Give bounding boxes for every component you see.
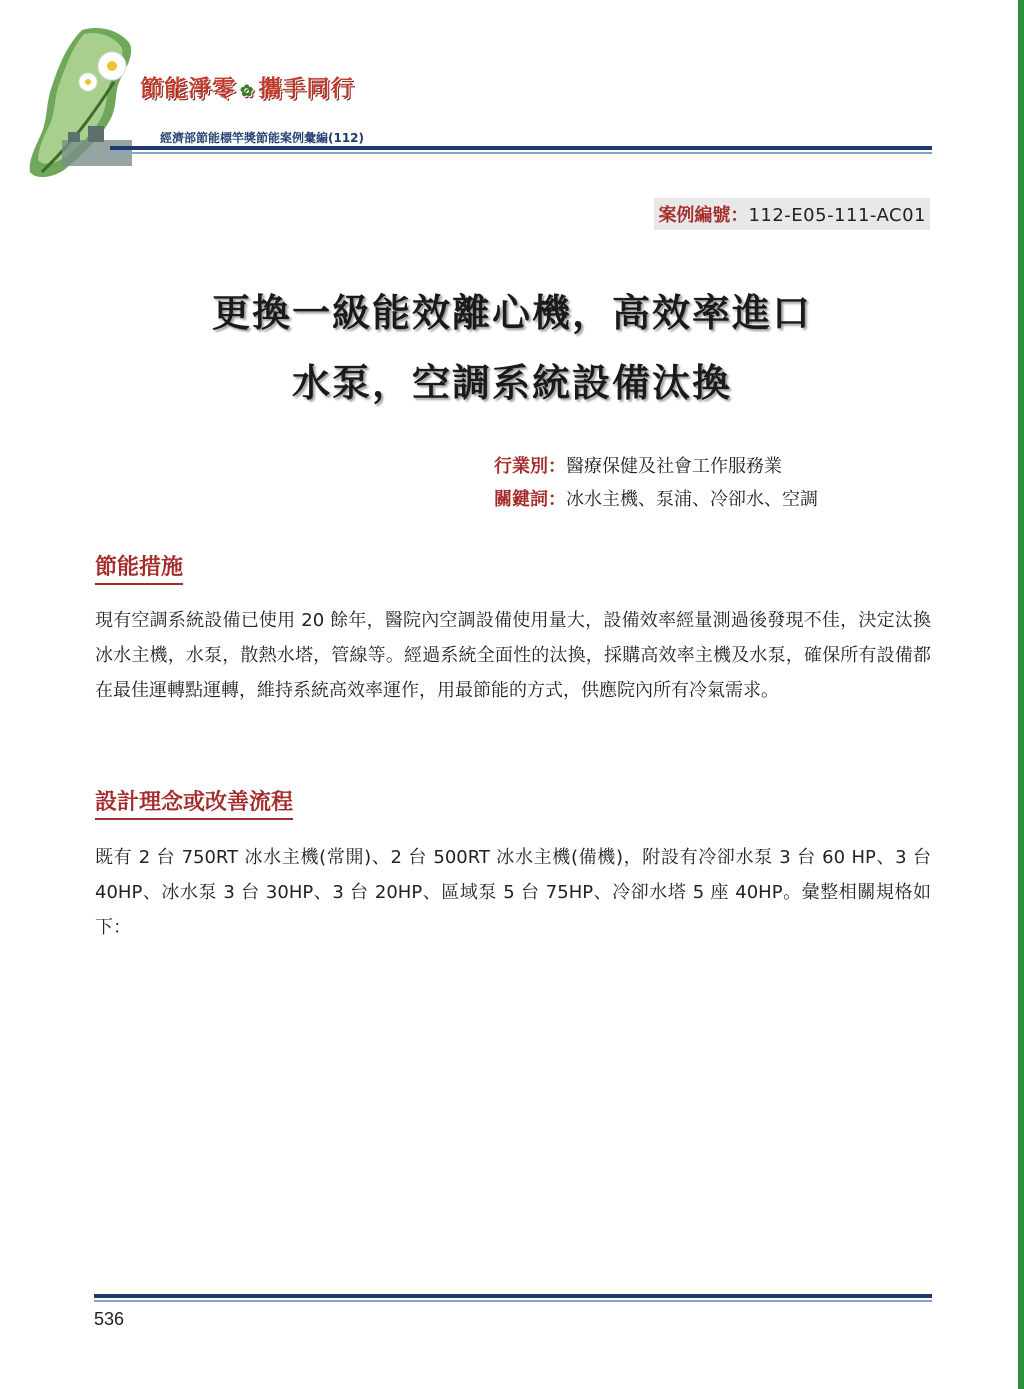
- case-number-box: [654, 198, 930, 230]
- case-number-label: 案例編號：: [658, 205, 749, 226]
- banner-slogan-left: 節能淨零: [140, 75, 236, 102]
- keywords-value: 冰水主機、泵浦、冷卻水、空調: [566, 489, 818, 510]
- industry-row: [494, 452, 782, 478]
- page-edge-stripe: [1018, 0, 1024, 1389]
- section-heading-design: 設計理念或改善流程: [95, 785, 293, 820]
- section-heading-measures: 節能措施: [95, 550, 183, 585]
- industry-value: 醫療保健及社會工作服務業: [566, 456, 782, 477]
- keywords-label: 關鍵詞：: [494, 489, 566, 510]
- banner-slogan: [140, 70, 354, 103]
- publication-subtitle: 經濟部節能標竿獎節能案例彙編(112): [160, 131, 365, 145]
- keywords-row: [494, 485, 818, 511]
- header-rule-thin: [110, 152, 932, 154]
- page-title-line-2: 水泵，空調系統設備汰換: [291, 361, 732, 405]
- industry-label: 行業別：: [494, 456, 566, 477]
- banner-slogan-right: 攜手同行: [258, 75, 355, 102]
- footer-rule-thin: [94, 1300, 932, 1302]
- page-number: 536: [94, 1309, 125, 1329]
- banner-flower-icon: ✿: [240, 81, 255, 100]
- footer-rule-thick: [94, 1294, 932, 1298]
- case-number-value: 112-E05-111-AC01: [748, 205, 926, 226]
- section-body-measures: 現有空調系統設備已使用 20 餘年，醫院內空調設備使用量大，設備效率經量測過後發現不佳，決定汰換冰水主機，水泵，散熱水塔，管線等。經過系統全面性的汰換，採購高效率主機及水泵，確保所有設備都在最佳運轉點運轉，維持系統高效率運作，用最節能的方式，供應院內所有冷氣需求。: [95, 610, 931, 701]
- page-title-line-1: 更換一級能效離心機，高效率進口: [211, 291, 812, 335]
- section-body-design: 既有 2 台 750RT 冰水主機(常開)、2 台 500RT 冰水主機(備機)，附設有冷卻水泵 3 台 60 HP、3 台 40HP、冰水泵 3 台 30HP、3 台 20HP、區域泵 5 台 75HP、冷卻水塔 5 座 40HP。彙整相關規格如下：: [95, 847, 931, 938]
- header-rule-thick: [110, 146, 932, 150]
